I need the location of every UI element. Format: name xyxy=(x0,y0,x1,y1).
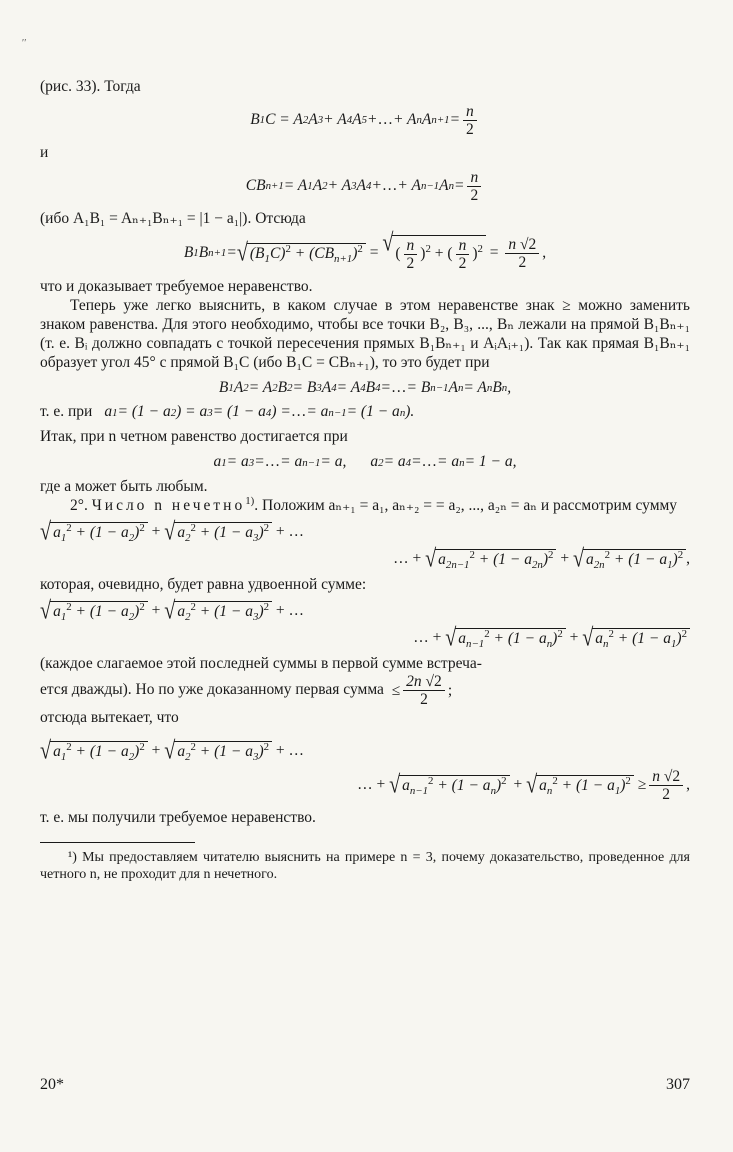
page-footer xyxy=(40,1075,690,1095)
sum-n-line2: … + √ $a_{n-1}^2 + (1 - a_n)^2$ + √ $a_n^2 + (1 - a_1)^2$ xyxy=(40,628,690,649)
page-number: 307 xyxy=(666,1076,690,1093)
sum-2n-line1: √ $a_1^2 + (1 - a_2)^2$ + √ $a_2^2 + (1 - a_3)^2$ + … xyxy=(40,518,305,546)
itak-text: Итак, при n четном равенство достигается при xyxy=(40,428,348,446)
follows-text: отсюда вытекает, что xyxy=(40,708,179,726)
lead-text: (рис. 33). Тогда xyxy=(40,78,141,95)
te-pri-text: т. е. при xyxy=(40,403,93,421)
signature-mark: 20* xyxy=(40,1076,64,1093)
each-term-line: ется дважды). Но по уже доказанному первая сумма ≤ $\frac{2n √2}{2}$ ; xyxy=(40,673,453,709)
sum-n-line1: √ $a_1^2 + (1 - a_2)^2$ + √ $a_2^2 + (1 - a_3)^2$ + … xyxy=(40,596,305,625)
odd-case-paragraph xyxy=(40,494,690,516)
sum-2n-line2: … + √ $a_{2n-1}^2 + (1 - a_{2n})^2$ + √ $a_{2n}^2 + (1 - a_1)^2$ , xyxy=(393,545,690,573)
equation-cbn1: CB n+1 = A 1 A 2 + A 3 A 4 + … + A n−1 A n = $\frac{n}{2}$ xyxy=(40,169,690,204)
corner-mark: ′′ xyxy=(22,38,27,49)
footnote-rule xyxy=(40,842,195,843)
equation-chain-b: B 1 A 2 = A 2 B 2 = B 3 A 4 = A 4 B 4 = … = B n−1 A n = A n B n , xyxy=(218,378,512,396)
result-line1: √ $a_1^2 + (1 - a_2)^2$ + √ $a_2^2 + (1 - a_3)^2$ + … xyxy=(40,737,305,766)
odd-case-number: 2°. xyxy=(70,497,88,515)
each-term-text-b: ется дважды). Но по уже доказанному первая сумма xyxy=(40,681,384,699)
gde-text: где a может быть любым. xyxy=(40,478,208,496)
equation-chain-a: т. е. при a 1 = (1 − a 2 ) = a 3 = (1 − a 4 ) = … = a n−1 = (1 − a n ). xyxy=(40,403,415,421)
equality-paragraph: Теперь уже легко выяснить, в каком случае в этом неравенстве знак ≥ можно заменить знаком равенства. Для этого необходимо, чтобы все точки B₂, B₃, ..., Bₙ лежали на прямой B₁Bₙ₊₁ (т. е. Bᵢ должно совпадать с точкой пересечения прямых B₁Bₙ₊₁ и AᵢAᵢ₊₁). Так как прямая B₁Bₙ₊₁ образует угол 45° с прямой B₁C (ибо B₁C = CBₙ₊₁), то это будет при xyxy=(40,296,690,371)
equation-equal-values: a 1 = a 3 = … = a n−1 = a, a 2 = a 4 = … = a n = 1 − a, xyxy=(213,453,517,471)
equation-b1bn1: B 1 B n+1 = √ $(B_1C)^2 + (CB_{n+1})^2$ = √ ( $\frac{n}{2}$ )$^2$ + ( $\frac{n}{2}$ )$^2$ = $\frac{n √2}{2}$ , xyxy=(183,229,547,272)
footnote: ¹) Мы предоставляем читателю выяснить на примере n = 3, почему доказательство, проведенное для четного n, не проходит для n нечетного. xyxy=(40,850,690,883)
footnote-ref: 1) xyxy=(245,494,255,507)
equation-b1c: B 1 C = A 2 A 3 + A 4 A 5 + … + A n A n+1 = $\frac{n}{2}$ xyxy=(40,103,690,138)
and-word: и xyxy=(40,144,49,161)
odd-case-title: Число n нечетно xyxy=(91,497,246,515)
result-line2: … + √ $a_{n-1}^2 + (1 - a_n)^2$ + √ $a_n^2 + (1 - a_1)^2$ ≥ $\frac{n √2}{2}$ , xyxy=(357,768,690,804)
double-sum-text: которая, очевидно, будет равна удвоенной сумме: xyxy=(40,575,367,593)
proves-text: что и доказывает требуемое неравенство. xyxy=(40,278,313,295)
result-text: т. е. мы получили требуемое неравенство. xyxy=(40,809,316,827)
odd-case-text: . Положим aₙ₊₁ = a₁, aₙ₊₂ = = a₂, ..., a₂ₙ = aₙ и рассмотрим сумму xyxy=(254,497,678,515)
since-text: (ибо A₁B₁ = Aₙ₊₁Bₙ₊₁ = |1 − a₁|). Отсюда xyxy=(40,210,306,227)
each-term-text-a: (каждое слагаемое этой последней суммы в первой сумме встреча- xyxy=(40,654,482,672)
page-body xyxy=(40,78,690,883)
